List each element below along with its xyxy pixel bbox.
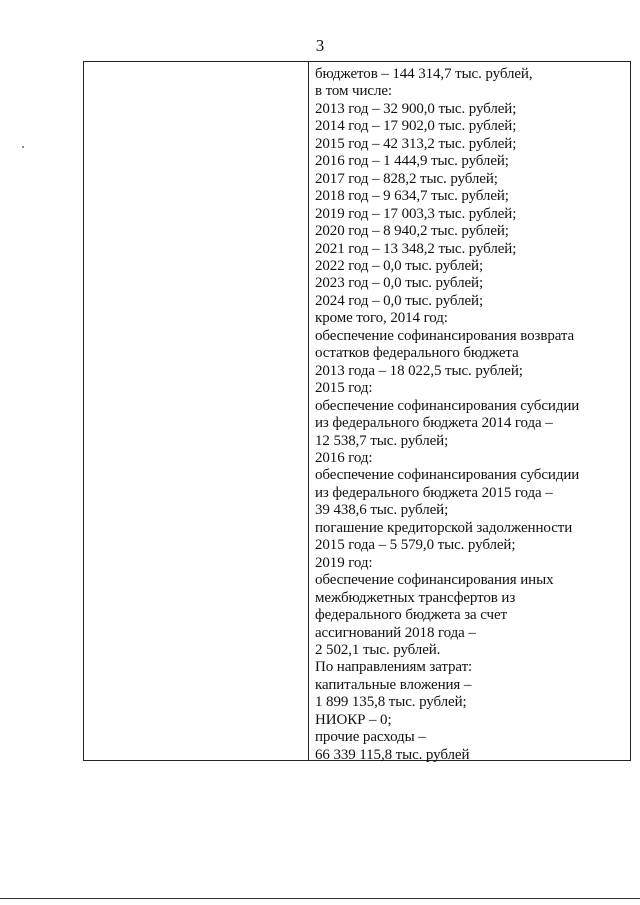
- text-line: обеспечение софинансирования субсидии: [315, 397, 580, 414]
- table-right-cell: [315, 66, 626, 764]
- text-line: 2019 год – 17 003,3 тыс. рублей;: [315, 205, 517, 222]
- text-line: федерального бюджета за счет: [315, 607, 507, 624]
- page-number: 3: [315, 36, 325, 55]
- text-line: 66 339 115,8 тыс. рублей: [315, 746, 470, 763]
- text-line: бюджетов – 144 314,7 тыс. рублей,: [315, 66, 533, 82]
- text-line: 2024 год – 0,0 тыс. рублей;: [315, 292, 484, 309]
- text-line: обеспечение софинансирования субсидии: [315, 467, 580, 484]
- scan-speck: [22, 146, 24, 148]
- text-line: 2013 года – 18 022,5 тыс. рублей;: [315, 362, 523, 379]
- text-line: остатков федерального бюджета: [315, 345, 519, 362]
- text-line: 2014 год – 17 902,0 тыс. рублей;: [315, 118, 517, 135]
- text-line: кроме того, 2014 год:: [315, 310, 448, 327]
- text-line: НИОКР – 0;: [315, 711, 392, 728]
- text-line: обеспечение софинансирования возврата: [315, 327, 575, 344]
- text-line: 2017 год – 828,2 тыс. рублей;: [315, 170, 498, 187]
- text-line: 2020 год – 8 940,2 тыс. рублей;: [315, 223, 509, 240]
- document-table: [83, 61, 631, 761]
- text-line: 2023 год – 0,0 тыс. рублей;: [315, 275, 484, 292]
- text-line: погашение кредиторской задолженности: [315, 519, 573, 536]
- text-line: в том числе:: [315, 83, 392, 100]
- text-line: 2019 год:: [315, 554, 373, 571]
- text-line: 2 502,1 тыс. рублей.: [315, 641, 441, 658]
- text-line: 2018 год – 9 634,7 тыс. рублей;: [315, 188, 509, 205]
- text-line: 2013 год – 32 900,0 тыс. рублей;: [315, 100, 517, 117]
- text-line: капитальные вложения –: [315, 676, 472, 693]
- scan-bottom-edge: [0, 898, 640, 899]
- text-line: 2022 год – 0,0 тыс. рублей;: [315, 257, 484, 274]
- text-line: прочие расходы –: [315, 729, 426, 746]
- text-line: 2015 год – 42 313,2 тыс. рублей;: [315, 135, 517, 152]
- text-line: из федерального бюджета 2014 года –: [315, 415, 553, 432]
- text-line: 2021 год – 13 348,2 тыс. рублей;: [315, 240, 517, 257]
- column-divider: [308, 62, 309, 760]
- text-line: ассигнований 2018 года –: [315, 624, 476, 641]
- text-line: По направлениям затрат:: [315, 659, 473, 676]
- text-line: 2015 год:: [315, 380, 373, 397]
- text-line: 39 438,6 тыс. рублей;: [315, 502, 449, 519]
- text-line: 2016 год – 1 444,9 тыс. рублей;: [315, 153, 509, 170]
- text-line: 12 538,7 тыс. рублей;: [315, 432, 449, 449]
- text-line: 2016 год:: [315, 449, 373, 466]
- text-line: 1 899 135,8 тыс. рублей;: [315, 694, 467, 711]
- text-line: из федерального бюджета 2015 года –: [315, 484, 553, 501]
- text-line: межбюджетных трансфертов из: [315, 589, 516, 606]
- text-line: обеспечение софинансирования иных: [315, 572, 554, 589]
- text-line: 2015 года – 5 579,0 тыс. рублей;: [315, 537, 516, 554]
